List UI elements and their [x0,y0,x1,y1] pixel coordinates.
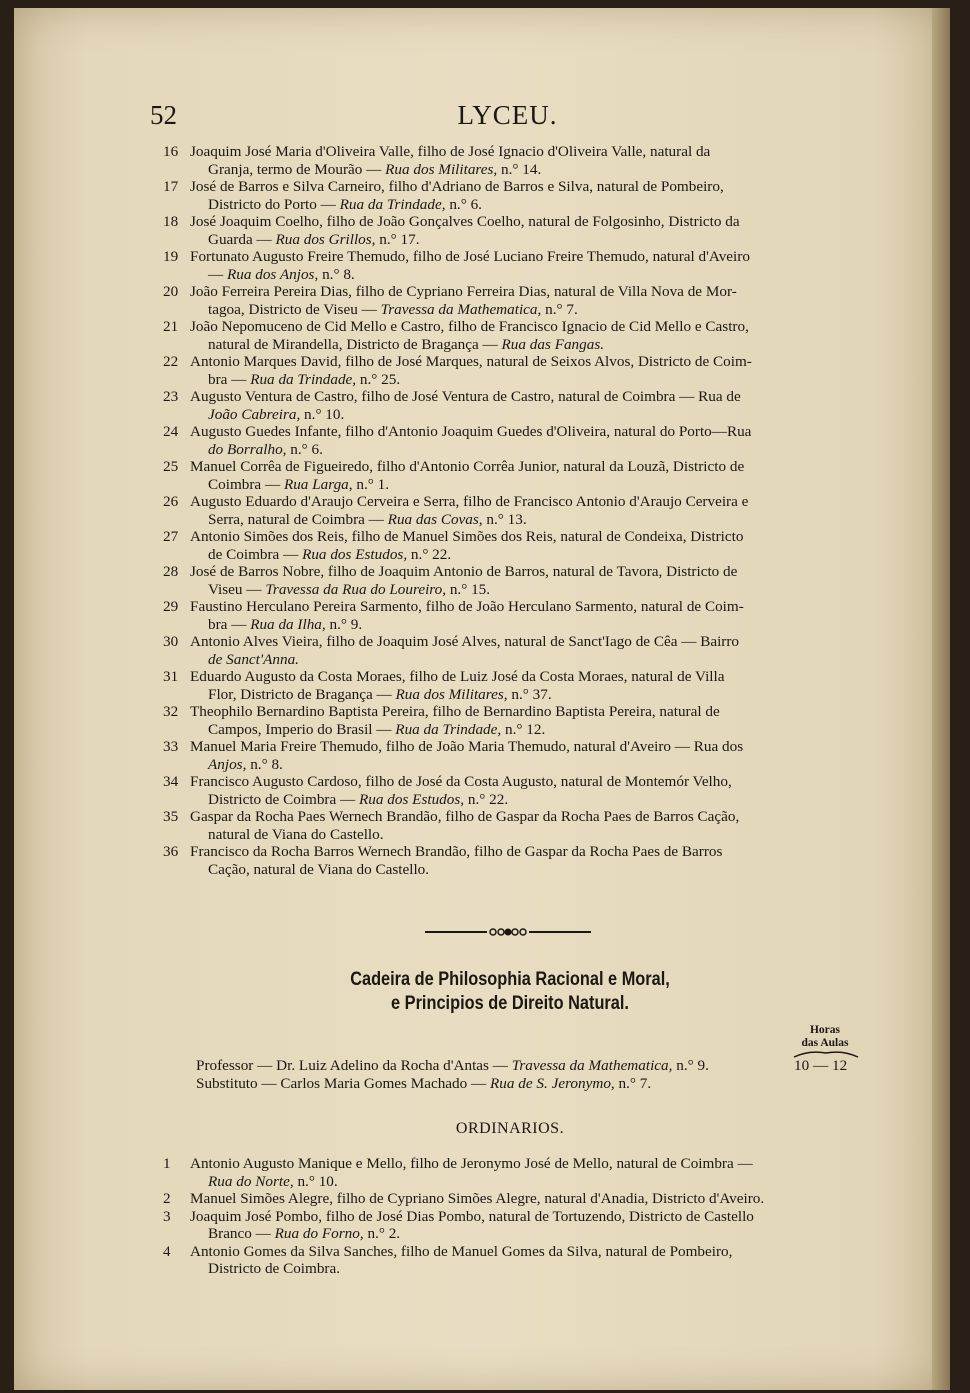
list-item [163,703,863,738]
entry-house-number: n.° 10. [300,405,345,423]
entry-text: Antonio Alves Vieira, filho de Joaquim José Alves, natural de Sanct'Iago de Cêa — Bairro [190,633,740,650]
entry-address: Rua da Ilha, [250,615,326,633]
entry-continuation: Granja, termo de Mourão — [208,160,386,178]
entry-continuation: natural de Mirandella, Districto de Bragança — [208,335,502,353]
entry-text: José Joaquim Coelho, filho de João Gonçalves Coelho, natural de Folgosinho, Districto da [190,213,740,230]
entry-house-number: n.° 15. [446,580,491,598]
entry-address: do Borralho, [208,440,287,458]
list-item [163,493,863,528]
entry-number: 16 [163,143,179,160]
list-item [163,843,863,878]
ordinarios-heading: ORDINARIOS. [455,1120,565,1137]
substitute-address: Rua de S. Jeronymo, [490,1075,615,1092]
entry-continuation: Districto de Coimbra. [208,1260,341,1277]
entry-address: Travessa da Mathematica, [380,300,542,318]
entry-continuation: Coimbra — [208,475,284,493]
entry-text: Manuel Simões Alegre, filho de Cypriano Simões Alegre, natural d'Anadia, Districto d'Aveiro. [190,1190,765,1207]
entry-house-number: n.° 8. [246,755,283,773]
list-item [163,808,863,843]
entry-house-number: n.° 2. [363,1225,401,1242]
entry-number: 28 [163,563,179,580]
entry-address: de Sanct'Anna. [208,650,299,668]
entry-house-number: n.° 22. [464,790,509,808]
entry-house-number: n.° 17. [375,230,420,248]
chair-title-line-2: e Principios de Direito Natural. [391,993,629,1014]
entry-number: 31 [163,668,179,685]
entry-continuation: Flor, Districto de Bragança — [208,685,396,703]
entry-text: Eduardo Augusto da Costa Moraes, filho de Luiz José da Costa Moraes, natural de Villa [190,668,725,685]
list-item [163,633,863,668]
list-item [163,1208,863,1243]
entry-address: Rua das Fangas. [501,335,605,353]
entry-address: Travessa da Rua do Loureiro, [265,580,447,598]
entry-text: Antonio Marques David, filho de José Marques, natural de Seixos Alvos, Districto de Coim- [190,353,752,370]
entry-continuation: bra — [208,370,251,388]
entry-number: 22 [163,353,179,370]
entry-number: 19 [163,248,179,265]
entry-address: Rua da Trindade, [250,370,357,388]
entry-continuation: — [208,265,227,283]
hours-label-2: das Aulas [801,1037,849,1049]
entry-continuation: bra — [208,615,251,633]
entry-house-number: n.° 6. [286,440,323,458]
entry-continuation: Districto de Coimbra — [208,790,360,808]
entry-address: Rua do Norte, [208,1172,294,1190]
entry-house-number: n.° 8. [318,265,355,283]
entry-house-number: n.° 13. [482,510,527,528]
chair-title-line-1: Cadeira de Philosophia Racional e Moral, [350,969,670,990]
list-item [163,738,863,773]
entry-text: Augusto Eduardo d'Araujo Cerveira e Serra, filho de Francisco Antonio d'Araujo Cerveira e [190,493,749,510]
entry-number: 30 [163,633,179,650]
entry-address: Rua dos Grillos, [275,230,376,248]
professor-name: Professor — Dr. Luiz Adelino da Rocha d'Antas — [196,1057,512,1074]
entry-text: José de Barros e Silva Carneiro, filho d'Adriano de Barros e Silva, natural de Pombeiro, [190,178,724,195]
entry-text: Francisco Augusto Cardoso, filho de José da Costa Augusto, natural de Montemór Velho, [190,773,732,790]
entry-text: Antonio Gomes da Silva Sanches, filho de Manuel Gomes da Silva, natural de Pombeiro, [190,1242,733,1260]
entry-continuation: Guarda — [208,230,276,248]
staff-block [196,1057,866,1093]
ornament-divider [425,924,591,940]
entry-address: Rua dos Estudos, [359,790,465,808]
list-item [163,318,863,353]
professor-row [196,1057,866,1075]
entry-house-number: n.° 22. [407,545,452,563]
entry-text: Manuel Maria Freire Themudo, filho de João Maria Themudo, natural d'Aveiro — Rua dos [190,738,744,755]
entry-address: Rua dos Anjos, [226,265,319,283]
professor-hours: 10 — 12 [794,1057,848,1074]
entry-text: Fortunato Augusto Freire Themudo, filho de José Luciano Freire Themudo, natural d'Aveiro [190,248,750,265]
entry-number: 29 [163,598,179,615]
entry-text: Augusto Ventura de Castro, filho de José Ventura de Castro, natural de Coimbra — Rua de [190,388,741,405]
entry-text: Manuel Corrêa de Figueiredo, filho d'Antonio Corrêa Junior, natural da Louzã, Districto de [190,458,745,475]
professor-number: n.° 9. [672,1057,709,1074]
list-item [163,1243,863,1278]
entry-number: 23 [163,388,179,405]
entry-house-number: n.° 14. [497,160,542,178]
entry-address: Anjos, [208,755,247,773]
list-item [163,1155,863,1190]
entry-number: 20 [163,283,179,300]
entry-text: Gaspar da Rocha Paes Wernech Brandão, filho de Gaspar da Rocha Paes de Barros Cação, [190,808,740,825]
entry-address: Rua Larga, [283,475,353,493]
list-item [163,668,863,703]
list-item [163,1190,863,1208]
entry-number: 3 [163,1207,171,1225]
entry-house-number: n.° 37. [507,685,552,703]
entry-continuation: Viseu — [208,580,266,598]
entry-house-number: n.° 7. [541,300,578,318]
page-spine-edge [932,8,950,1390]
entry-house-number: n.° 10. [293,1172,338,1190]
list-item [163,598,863,633]
entry-continuation: Districto do Porto — [208,195,340,213]
entry-address: Rua do Forno, [274,1225,364,1242]
entry-address: Rua dos Militares, [385,160,498,178]
entry-number: 17 [163,178,179,195]
entry-address: Rua dos Militares, [395,685,508,703]
entry-continuation: Cação, natural de Viana do Castello. [208,860,430,878]
entry-continuation: natural de Viana do Castello. [208,825,384,843]
entry-house-number: n.° 12. [501,720,546,738]
entry-number: 32 [163,703,179,720]
entry-text: Augusto Guedes Infante, filho d'Antonio Joaquim Guedes d'Oliveira, natural do Porto—Rua [190,423,752,440]
list-item [163,773,863,808]
entry-number: 33 [163,738,179,755]
entry-address: Rua da Trindade, [395,720,502,738]
entry-text: Antonio Augusto Manique e Mello, filho de Jeronymo José de Mello, natural de Coimbra — [190,1155,753,1172]
entry-number: 25 [163,458,179,475]
list-item [163,563,863,598]
entry-continuation: Serra, natural de Coimbra — [208,510,388,528]
entry-text: Faustino Herculano Pereira Sarmento, filho de João Herculano Sarmento, natural de Coim- [190,598,744,615]
entry-text: Joaquim José Pombo, filho de José Dias Pombo, natural de Tortuzendo, Districto de Castello [190,1207,754,1225]
substitute-row [196,1075,866,1093]
list-item [163,388,863,423]
entry-text: José de Barros Nobre, filho de Joaquim Antonio de Barros, natural de Tavora, Districto de [190,563,738,580]
chair-title [243,968,776,1016]
list-item [163,213,863,248]
entry-number: 18 [163,213,179,230]
substitute-number: n.° 7. [614,1075,652,1092]
entry-house-number: n.° 25. [356,370,401,388]
entry-number: 1 [163,1155,171,1172]
entry-number: 34 [163,773,179,790]
hours-label-1: Horas [809,1024,841,1036]
entry-number: 26 [163,493,179,510]
entry-number: 24 [163,423,179,440]
entry-continuation: tagoa, Districto de Viseu — [208,300,381,318]
list-item [163,283,863,318]
entry-address: Rua das Covas, [387,510,483,528]
professor-address: Travessa da Mathematica, [511,1057,673,1074]
entry-address: Rua dos Estudos, [302,545,408,563]
list-item [163,178,863,213]
list-item [163,423,863,458]
student-list [163,143,863,878]
running-title: LYCEU. [457,100,558,130]
ordinarios-list [163,1155,863,1278]
entry-address: João Cabreira, [208,405,301,423]
entry-house-number: n.° 6. [445,195,482,213]
entry-address: Rua da Trindade, [339,195,446,213]
entry-house-number: n.° 9. [325,615,363,633]
entry-text: João Ferreira Pereira Dias, filho de Cypriano Ferreira Dias, natural de Villa Nova de Mor- [190,283,737,300]
page-header [150,100,865,136]
list-item [163,528,863,563]
entry-continuation: de Coimbra — [208,545,303,563]
list-item [163,248,863,283]
page-number: 52 [150,100,177,130]
entry-text: Joaquim José Maria d'Oliveira Valle, filho de José Ignacio d'Oliveira Valle, natural da [190,143,711,160]
entry-number: 36 [163,843,179,860]
entry-continuation: Branco — [208,1225,275,1242]
entry-text: Theophilo Bernardino Baptista Pereira, filho de Bernardino Baptista Pereira, natural de [190,703,720,720]
list-item [163,353,863,388]
entry-text: Antonio Simões dos Reis, filho de Manuel Simões dos Reis, natural de Condeixa, Districto [190,528,744,545]
entry-text: Francisco da Rocha Barros Wernech Brandão, filho de Gaspar da Rocha Paes de Barros [190,843,723,860]
list-item [163,143,863,178]
entry-number: 21 [163,318,179,335]
substitute-name: Substituto — Carlos Maria Gomes Machado — [196,1075,491,1092]
entry-number: 4 [163,1242,171,1260]
list-item [163,458,863,493]
entry-continuation: Campos, Imperio do Brasil — [208,720,396,738]
entry-house-number: n.° 1. [352,475,390,493]
entry-number: 35 [163,808,179,825]
entry-text: João Nepomuceno de Cid Mello e Castro, filho de Francisco Ignacio de Cid Mello e Castro, [190,318,749,335]
entry-number: 27 [163,528,179,545]
entry-number: 2 [163,1190,171,1207]
hours-heading [790,1024,860,1050]
